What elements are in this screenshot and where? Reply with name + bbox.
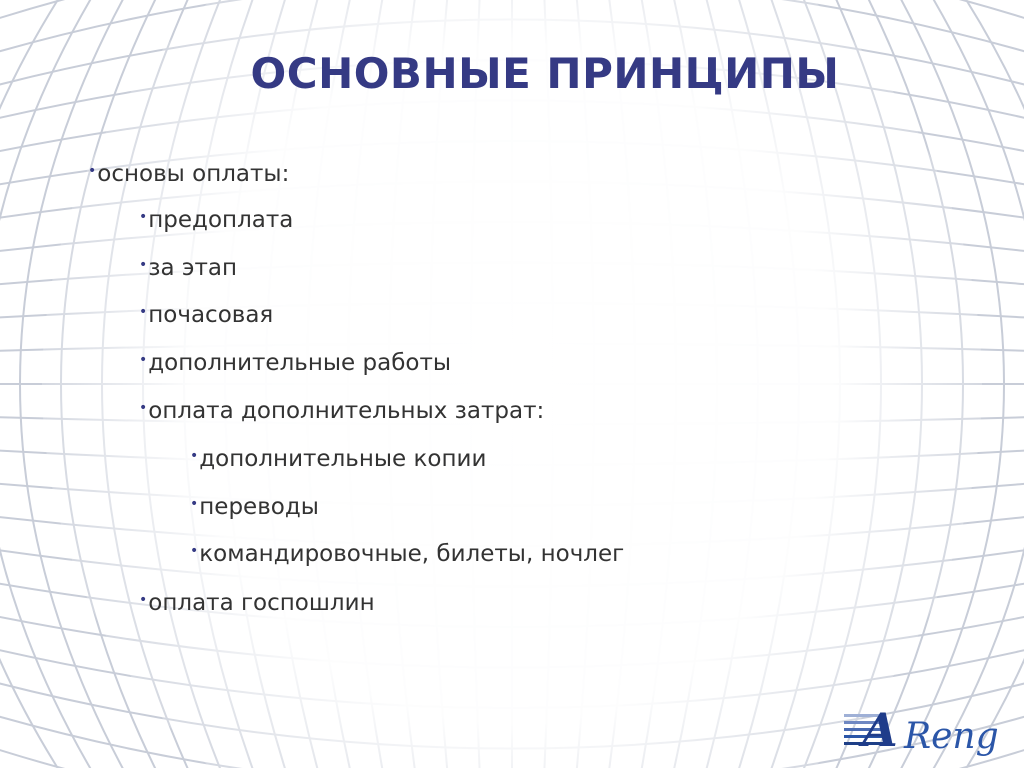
bullet-item-additional-work (139, 345, 451, 378)
bullet-item-travel (190, 536, 624, 569)
bullet-text: оплата госпошлин (148, 590, 375, 616)
bullet-text: переводы (199, 494, 319, 520)
bullet-dot-icon: • (190, 448, 199, 464)
bullet-dot-icon: • (139, 592, 148, 608)
bullet-dot-icon: • (139, 257, 148, 273)
bullet-dot-icon: • (139, 304, 148, 320)
logo-wordmark: Reng (904, 716, 999, 757)
bullet-text: дополнительные копии (199, 446, 487, 472)
bullet-text: командировочные, билеты, ночлег (199, 541, 625, 567)
bullet-dot-icon: • (88, 163, 97, 179)
bullet-text: основы оплаты: (97, 161, 290, 187)
bullet-dot-icon: • (190, 496, 199, 512)
bullet-item-per-stage (139, 250, 237, 283)
bullet-dot-icon: • (139, 352, 148, 368)
areng-logo (840, 700, 1010, 762)
bullet-item-prepayment (139, 202, 293, 235)
bullet-text: оплата дополнительных затрат: (148, 398, 545, 424)
bullet-text: за этап (148, 255, 238, 281)
logo-mark-a: A (862, 703, 898, 757)
bullet-dot-icon: • (190, 543, 199, 559)
bullet-item-hourly (139, 297, 273, 330)
bullet-item-translations (190, 489, 319, 522)
bullet-item-payment-basis (88, 156, 289, 189)
bullet-item-additional-costs (139, 393, 544, 426)
bullet-text: почасовая (148, 302, 274, 328)
bullet-item-state-fees (139, 585, 375, 618)
bullet-text: предоплата (148, 207, 294, 233)
bullet-dot-icon: • (139, 209, 148, 225)
bullet-item-extra-copies (190, 441, 486, 474)
bullet-text: дополнительные работы (148, 350, 452, 376)
bullet-dot-icon: • (139, 400, 148, 416)
slide-title: ОСНОВНЫЕ ПРИНЦИПЫ (250, 49, 840, 98)
